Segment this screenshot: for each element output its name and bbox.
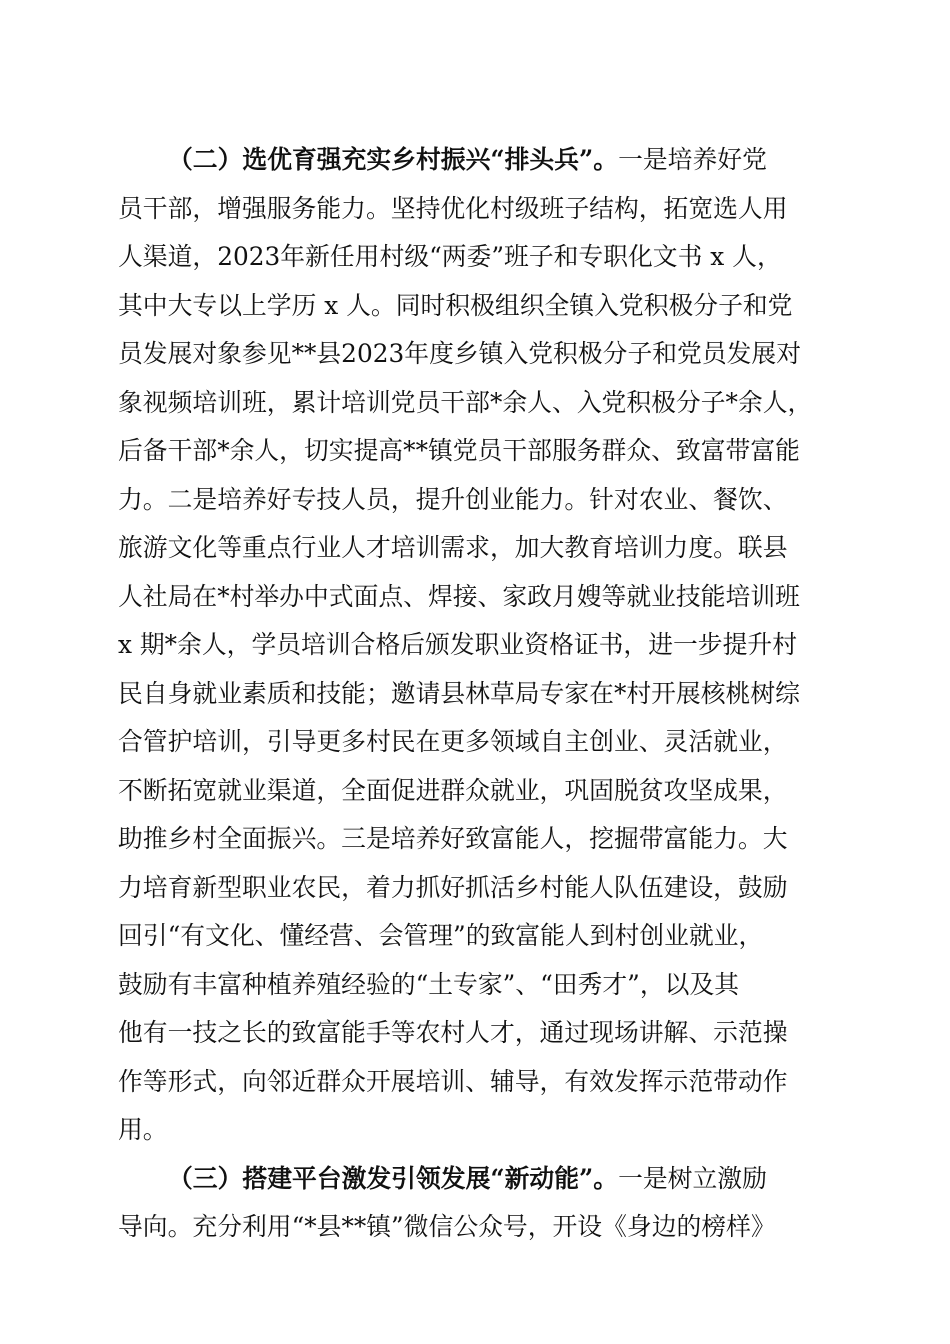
section-2-text: 一是培养好党 <box>618 145 767 174</box>
paragraph-line: 人社局在*村举办中式面点、焊接、家政月嫂等就业技能培训班 <box>118 581 800 611</box>
paragraph-line: 象视频培训班，累计培训党员干部*余人、入党积极分子*余人， <box>118 387 813 417</box>
document-page <box>118 136 834 1252</box>
paragraph-line: 其中大专以上学历 x 人。同时积极组织全镇入党积极分子和党 <box>118 290 793 320</box>
paragraph-line: 作等形式，向邻近群众开展培训、辅导，有效发挥示范带动作 <box>118 1066 788 1096</box>
paragraph-section-2-line-1 <box>118 136 834 185</box>
paragraph-line: x 期*余人，学员培训合格后颁发职业资格证书，进一步提升村 <box>118 630 797 659</box>
paragraph-line: 后备干部*余人，切实提高**镇党员干部服务群众、致富带富能 <box>118 436 800 465</box>
paragraph-section-3-line-1 <box>118 1155 834 1204</box>
section-2-heading: （二）选优育强充实乡村振兴“排头兵”。 <box>168 145 619 174</box>
paragraph-line: 员发展对象参见**县2023年度乡镇入党积极分子和党员发展对 <box>118 339 802 368</box>
paragraph-line: 力培育新型职业农民，着力抓好抓活乡村能人队伍建设，鼓励 <box>118 872 788 902</box>
section-3-heading: （三）搭建平台激发引领发展“新动能”。 <box>168 1163 619 1193</box>
paragraph-line: 用。 <box>118 1115 168 1144</box>
paragraph-line: 助推乡村全面振兴。三是培养好致富能人，挖掘带富能力。大 <box>118 824 788 853</box>
paragraph-line: 回引“有文化、懂经营、会管理”的致富能人到村创业就业， <box>118 921 764 950</box>
paragraph-line: 员干部，增强服务能力。坚持优化村级班子结构，拓宽选人用 <box>118 193 788 223</box>
paragraph-line: 鼓励有丰富种植养殖经验的“土专家”、“田秀才”，以及其 <box>118 969 740 999</box>
paragraph-line: 合管护培训，引导更多村民在更多领域自主创业、灵活就业， <box>118 727 788 756</box>
paragraph-line: 不断拓宽就业渠道，全面促进群众就业，巩固脱贫攻坚成果， <box>118 775 788 805</box>
paragraph-line: 力。二是培养好专技人员，提升创业能力。针对农业、餐饮、 <box>118 484 788 514</box>
paragraph-line: 民自身就业素质和技能；邀请县林草局专家在*村开展核桃树综 <box>118 678 800 708</box>
paragraph-line: 人渠道，2023年新任用村级“两委”班子和专职化文书 x 人， <box>118 242 782 271</box>
section-3-text: 一是树立激励 <box>618 1163 767 1193</box>
paragraph-line: 他有一技之长的致富能手等农村人才，通过现场讲解、示范操 <box>118 1018 788 1047</box>
paragraph-line: 导向。充分利用“*县**镇”微信公众号，开设《身边的榜样》 <box>118 1212 776 1241</box>
paragraph-line: 旅游文化等重点行业人才培训需求，加大教育培训力度。联县 <box>118 533 788 562</box>
